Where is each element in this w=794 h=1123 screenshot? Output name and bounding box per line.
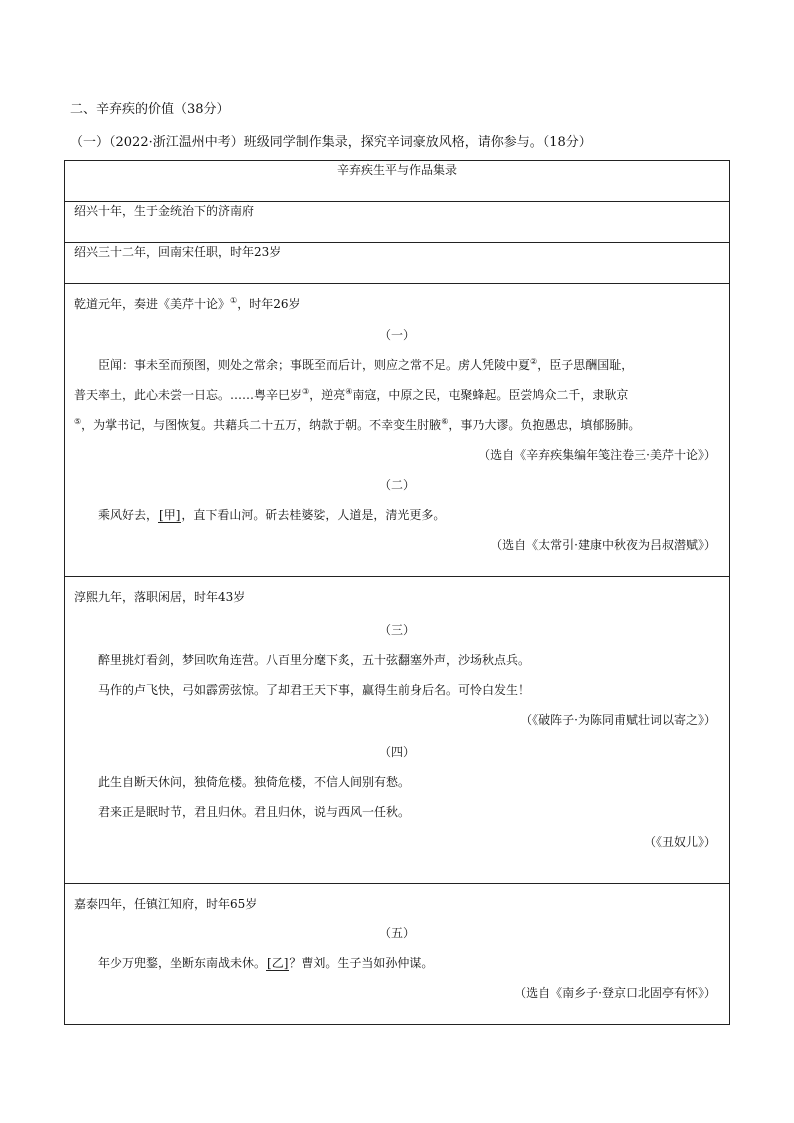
- qiandao-header-age: ，时年26岁: [237, 297, 301, 311]
- table-row: [65, 577, 730, 884]
- record-table: [64, 160, 730, 1025]
- passage-text: ，为掌书记，与图恢复。共藉兵二十五万，纳款于朝。不幸变生肘腋: [81, 418, 442, 432]
- passage-text: ，直下看山河。斫去桂婆娑，人道是，清光更多。: [181, 508, 446, 522]
- birth-record: 绍兴十年，生于金统治下的济南府: [65, 202, 730, 243]
- footnote-mark: ②: [530, 357, 538, 366]
- footnote-mark: ④: [345, 387, 353, 396]
- passage-label-5: （五）: [378, 926, 415, 940]
- passage-text: 臣闻：事未至而预图，则处之常余；事既至而后计，则应之常不足。虏人凭陵中夏: [98, 358, 531, 372]
- passage-text: 年少万兜鍪，坐断东南战未休。: [98, 956, 267, 970]
- poem-4-line-1: 此生自断天休问，独倚危楼。独倚危楼，不信人间别有愁。: [98, 775, 411, 789]
- passage-text: 乘风好去，: [98, 508, 159, 522]
- blank-jia: [甲]: [159, 508, 181, 522]
- jiatai-header: 嘉泰四年，任镇江知府，时年65岁: [74, 897, 258, 911]
- poem-3-line-1: 醉里挑灯看剑，梦回吹角连营。八百里分麾下炙，五十弦翻塞外声，沙场秋点兵。: [98, 653, 531, 667]
- passage-label-4: （四）: [378, 745, 415, 759]
- table-row: [65, 884, 730, 1025]
- jiatai-section: [65, 884, 730, 1025]
- passage-1-line-1: [74, 350, 720, 380]
- passage-label-1: （一）: [378, 328, 415, 342]
- passage-text: 普天率土，此心未尝一日忘。……粤辛巳岁: [74, 388, 303, 402]
- chunxi-header: 淳熙九年，落职闲居，时年43岁: [74, 590, 246, 604]
- poem-5-line: [74, 948, 720, 978]
- section-heading: 二、辛弃疾的价值（38分）: [70, 102, 230, 117]
- table-row: [65, 284, 730, 577]
- passage-1-line-2: [74, 380, 720, 410]
- footnote-mark: ⑥: [441, 417, 449, 426]
- poem-3-line-2: 马作的卢飞快，弓如霹雳弦惊。了却君王天下事，赢得生前身后名。可怜白发生！: [98, 683, 531, 697]
- passage-2-source: （选自《太常引·建康中秋夜为吕叔潜赋》）: [490, 538, 716, 552]
- passage-text: ，逆亮: [309, 388, 346, 402]
- passage-2-line: [74, 500, 720, 530]
- table-row: [65, 202, 730, 243]
- footnote-mark: ①: [230, 296, 238, 305]
- qiandao-section: [65, 284, 730, 577]
- footnote-mark: ③: [302, 387, 310, 396]
- question-intro: （一）（2022·浙江温州中考）班级同学制作集录，探究辛词豪放风格，请你参与。（18分）: [70, 135, 592, 150]
- passage-text: ，臣子思酬国耻，: [537, 358, 634, 372]
- passage-label-3: （三）: [378, 623, 415, 637]
- passage-text: 南寇，中原之民，屯聚蜂起。臣尝鸠众二千，隶耿京: [352, 388, 629, 402]
- chunxi-section: [65, 577, 730, 884]
- qiandao-header: [74, 294, 720, 314]
- table-row: [65, 243, 730, 284]
- table-title-row: [65, 161, 730, 202]
- passage-1-source: （选自《辛弃疾集编年笺注卷三·美芹十论》）: [478, 448, 716, 462]
- passage-1-line-3: [74, 410, 720, 440]
- poem-4-line-2: 君来正是眠时节，君且归休。君且归休，说与西风一任秋。: [98, 805, 411, 819]
- passage-label-2: （二）: [378, 478, 415, 492]
- footnote-mark: ⑤: [74, 417, 82, 426]
- blank-yi: [乙]: [267, 956, 289, 970]
- poem-4-source: （《丑奴儿》）: [643, 835, 716, 849]
- poem-3-source: （《破阵子·为陈同甫赋壮词以寄之》）: [520, 713, 716, 727]
- return-record: 绍兴三十二年，回南宋任职，时年23岁: [65, 243, 730, 284]
- poem-5-source: （选自《南乡子·登京口北固亭有怀》）: [514, 986, 716, 1000]
- qiandao-header-text: 乾道元年，奏进《美芹十论》: [74, 297, 231, 311]
- passage-text: ，事乃大谬。负抱愚忠，填郁肠肺。: [448, 418, 641, 432]
- passage-text: ？曹刘。生子当如孙仲谋。: [289, 956, 434, 970]
- table-title: 辛弃疾生平与作品集录: [65, 161, 730, 202]
